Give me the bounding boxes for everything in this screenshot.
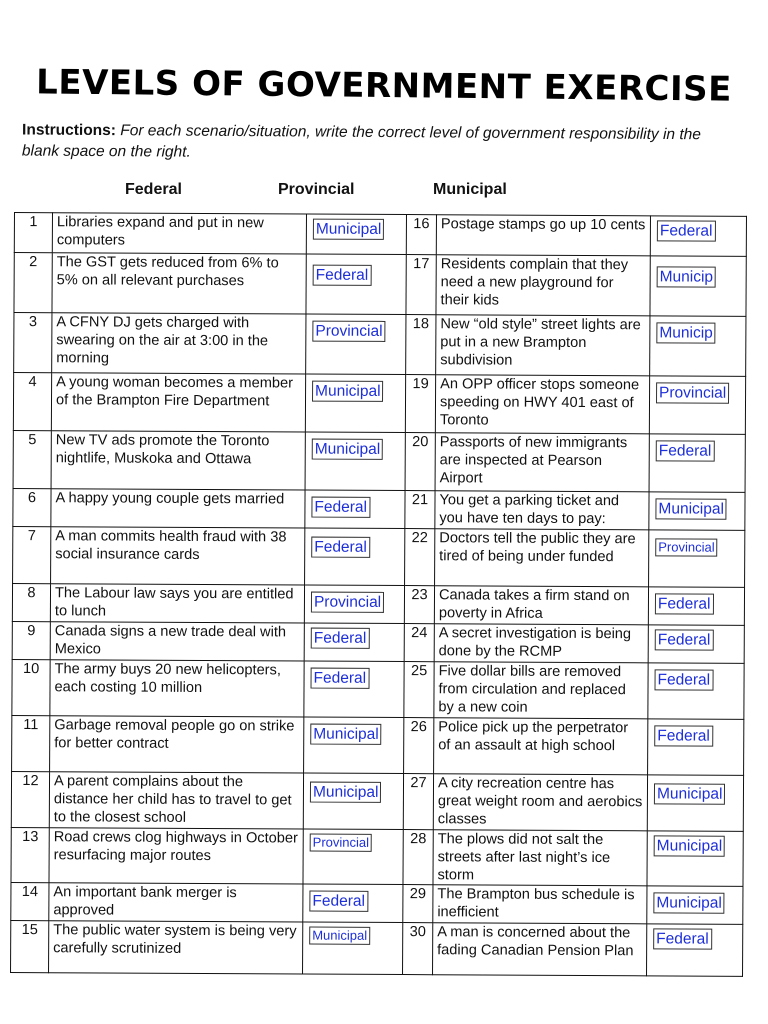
scenario-number: 11 [12,715,50,771]
scenario-text: A man is concerned about the fading Canadian Pension Plan [433,923,647,976]
answer-field[interactable]: Provincial [655,538,717,556]
answer-cell[interactable] [303,922,403,975]
scenario-text: Police pick up the perpetrator of an assault at high school [434,718,648,775]
table-row [11,921,743,977]
answer-cell[interactable] [304,585,404,624]
scenario-text: A city recreation centre has great weight room and aerobics classes [433,774,647,831]
answer-cell[interactable] [306,254,406,315]
scenario-number: 24 [404,624,434,662]
answer-cell[interactable] [649,376,745,435]
answer-field[interactable]: Municipal [654,835,726,856]
answer-field[interactable]: Municipal [654,783,726,804]
level-municipal: Municipal [433,181,507,198]
scenario-text: New “old style” street lights are put in a new Brampton subdivision [436,315,650,376]
answer-field[interactable]: Provincial [311,592,384,613]
scenario-number: 5 [13,430,51,488]
government-levels [0,181,768,203]
scenario-text: A happy young couple gets married [51,489,305,528]
answer-field[interactable]: Federal [653,929,712,950]
answer-cell[interactable] [305,432,405,491]
answer-field[interactable]: Federal [309,891,368,912]
level-federal: Federal [125,181,182,198]
answer-cell[interactable] [647,924,743,977]
scenario-text: An important bank merger is approved [49,883,303,922]
table-row [13,526,745,587]
scenario-text: A CFNY DJ gets charged with swearing on the air at 3:00 in the morning [52,313,306,374]
table-row [11,883,743,925]
scenario-number: 22 [405,529,435,586]
answer-cell[interactable] [304,623,404,662]
scenario-number: 9 [12,621,50,659]
worksheet-title: LEVELS OF GOVERNMENT EXERCISE [35,62,733,110]
answer-cell[interactable] [648,625,744,664]
scenario-text: The army buys 20 new helicopters, each costing 10 million [50,660,304,717]
scenario-number: 4 [13,373,51,431]
answer-field[interactable]: Municip [657,266,717,287]
answer-field[interactable]: Provincial [312,321,385,342]
scenario-number: 26 [404,718,434,774]
scenario-text: You get a parking ticket and you have ten days to pay: [435,491,649,530]
answer-field[interactable]: Federal [313,265,372,286]
scenario-number: 7 [13,526,51,583]
scenario-number: 27 [403,774,433,830]
answer-cell[interactable] [647,886,743,925]
scenario-number: 10 [12,659,50,715]
table-row [12,621,744,663]
answer-cell[interactable] [649,530,745,588]
answer-cell[interactable] [303,829,403,885]
answer-field[interactable]: Federal [311,497,370,518]
answer-field[interactable]: Federal [657,220,716,241]
answer-field[interactable]: Federal [311,628,370,649]
answer-field[interactable]: Federal [655,593,714,614]
answer-cell[interactable] [304,661,404,718]
answer-cell[interactable] [650,316,746,377]
scenario-number: 8 [12,583,50,621]
scenario-number: 16 [406,215,436,255]
table-row [13,430,745,492]
scenario-text: Passports of new immigrants are inspected at Pearson Airport [435,433,649,492]
scenario-number: 6 [13,488,51,526]
scenario-table [10,212,747,977]
scenario-text: Residents complain that they need a new playground for their kids [436,255,650,316]
scenario-text: Five dollar bills are removed from circulation and replaced by a new coin [434,662,648,719]
scenario-number: 19 [405,375,435,433]
table-row [14,213,746,257]
scenario-number: 28 [403,830,433,886]
answer-cell[interactable] [305,374,405,433]
scenario-text: The plows did not salt the streets after last night’s ice storm [433,830,647,887]
scenario-text: A secret investigation is being done by the RCMP [434,624,648,663]
answer-cell[interactable] [648,719,744,776]
scenario-text: An OPP officer stops someone speeding on HWY 401 east of Toronto [435,375,649,434]
answer-cell[interactable] [306,314,406,375]
answer-cell[interactable] [306,214,406,255]
table-row [12,583,744,625]
scenario-text: The Brampton bus schedule is inefficient [433,885,647,924]
scenario-text: Canada signs a new trade deal with Mexico [50,622,304,661]
scenario-text: New TV ads promote the Toronto nightlife, Muskoka and Ottawa [51,431,305,490]
instructions-text: For each scenario/situation, write the correct level of government responsibility in the blank space on the right. [21,122,701,161]
scenario-number: 2 [14,253,52,313]
instructions [22,119,742,166]
scenario-text: A young woman becomes a member of the Brampton Fire Department [51,373,305,432]
scenario-text: A man commits health fraud with 38 social insurance cards [51,527,305,585]
table-row [11,771,743,831]
scenario-text: Postage stamps go up 10 cents [436,215,650,256]
answer-field[interactable]: Municipal [309,927,370,945]
table-row [13,488,745,530]
answer-cell[interactable] [305,490,405,529]
scenario-text: Canada takes a firm stand on poverty in Africa [434,586,648,625]
answer-field[interactable]: Municip [656,322,716,343]
answer-cell[interactable] [650,256,746,317]
table-row [14,253,746,317]
scenario-number: 25 [404,662,434,718]
answer-cell[interactable] [304,717,404,774]
level-provincial: Provincial [278,181,355,198]
answer-field[interactable]: Federal [311,537,370,558]
scenario-number: 18 [406,315,436,375]
scenario-number: 23 [404,586,434,624]
scenario-text: Libraries expand and put in new computers [52,213,306,254]
answer-field[interactable]: Federal [311,668,370,689]
table-row [11,827,743,886]
answer-cell[interactable] [647,775,743,832]
scenario-number: 3 [14,313,52,373]
scenario-text: The Labour law says you are entitled to lunch [50,584,304,623]
answer-cell[interactable] [305,528,405,586]
instructions-label: Instructions: [22,121,117,140]
scenario-number: 29 [403,885,433,923]
scenario-number: 12 [11,771,49,827]
answer-field[interactable]: Municipal [655,498,727,519]
scenario-number: 14 [11,883,49,921]
scenario-number: 15 [11,921,49,973]
scenario-text: The public water system is being very carefully scrutinized [49,921,303,974]
scenario-text: Road crews clog highways in October resurfacing major routes [49,828,303,885]
answer-field[interactable]: Federal [656,440,715,461]
answer-field[interactable]: Municipal [310,782,382,803]
answer-field[interactable]: Municipal [653,893,725,914]
answer-field[interactable]: Federal [654,725,713,746]
answer-cell[interactable] [648,663,744,720]
scenario-number: 17 [406,255,436,315]
scenario-number: 21 [405,491,435,529]
table-row [13,373,745,435]
scenario-number: 1 [14,213,52,253]
answer-field[interactable]: Provincial [310,834,372,852]
answer-field[interactable]: Federal [655,629,714,650]
answer-field[interactable]: Federal [655,669,714,690]
answer-cell[interactable] [649,434,745,493]
answer-cell[interactable] [303,884,403,923]
answer-field[interactable]: Municipal [310,724,382,745]
answer-cell[interactable] [647,831,743,887]
answer-field[interactable]: Municipal [313,219,385,240]
answer-cell[interactable] [650,216,746,257]
table-row [12,715,744,775]
scenario-text: Doctors tell the public they are tired of being under funded [435,529,649,587]
answer-field[interactable]: Municipal [312,439,384,460]
scenario-number: 20 [405,433,435,491]
answer-field[interactable]: Provincial [656,382,729,403]
scenario-text: A parent complains about the distance her child has to travel to get to the closest school [49,772,303,829]
answer-cell[interactable] [649,492,745,531]
scenario-number: 13 [11,827,49,883]
scenario-number: 30 [403,923,433,975]
table-row [12,659,744,719]
answer-cell[interactable] [303,773,403,830]
scenario-text: The GST gets reduced from 6% to 5% on all relevant purchases [52,253,306,314]
table-row [14,313,746,377]
answer-cell[interactable] [648,587,744,626]
scenario-text: Garbage removal people go on strike for better contract [50,716,304,773]
answer-field[interactable]: Municipal [312,381,384,402]
